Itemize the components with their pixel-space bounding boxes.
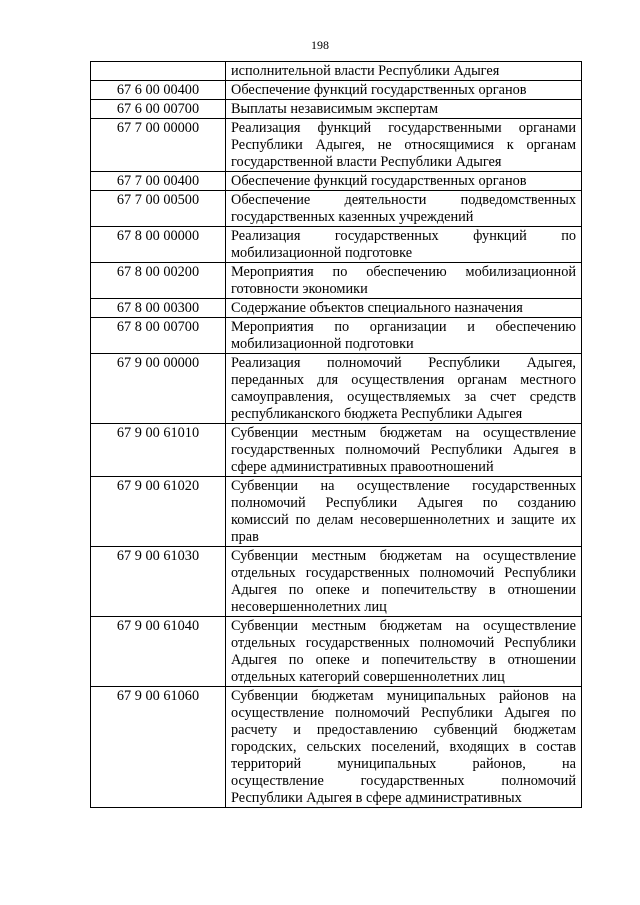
row-description-cell — [226, 119, 582, 172]
table-row — [91, 172, 582, 191]
description-line: республиканского бюджета Республики Адыгея — [231, 406, 523, 422]
row-code-cell: 67 8 00 00300 — [91, 299, 226, 318]
row-description-cell — [226, 172, 582, 191]
row-description-cell — [226, 227, 582, 263]
table-row — [91, 687, 582, 808]
description-line: исполнительной власти Республики Адыгея — [231, 63, 500, 79]
table-row — [91, 318, 582, 354]
row-code-cell: 67 9 00 61010 — [91, 424, 226, 477]
table-row — [91, 191, 582, 227]
description-line: прав — [231, 529, 259, 545]
row-code-cell: 67 9 00 61060 — [91, 687, 226, 808]
description-line: Реализация функций государственными органами — [231, 120, 576, 136]
row-code-cell: 67 8 00 00000 — [91, 227, 226, 263]
description-line: сфере административных правоотношений — [231, 459, 494, 475]
row-description-cell — [226, 263, 582, 299]
row-description-cell — [226, 687, 582, 808]
description-line: Республики Адыгея, не относящимися к органам — [231, 137, 576, 153]
row-code-cell: 67 9 00 61040 — [91, 617, 226, 687]
description-line: Адыгея по опеке и попечительству в отношении — [231, 582, 576, 598]
page-number: 198 — [311, 38, 329, 52]
description-line: расчету и предоставлению субвенций бюджетам — [231, 722, 576, 738]
description-line: мобилизационной подготовки — [231, 336, 414, 352]
description-line: Республики Адыгея в сфере административных — [231, 790, 522, 806]
description-line: Субвенции местным бюджетам на осуществление — [231, 425, 576, 441]
row-code-cell: 67 9 00 61020 — [91, 477, 226, 547]
table-row — [91, 119, 582, 172]
table-row — [91, 354, 582, 424]
description-line: Адыгея по опеке и попечительству в отношении — [231, 652, 576, 668]
description-line: Обеспечение деятельности подведомственных — [231, 192, 576, 208]
description-line: Мероприятия по обеспечению мобилизационной — [231, 264, 576, 280]
row-code-cell: 67 9 00 00000 — [91, 354, 226, 424]
description-line: несовершеннолетних лиц — [231, 599, 387, 615]
description-line: Мероприятия по организации и обеспечению — [231, 319, 576, 335]
row-description-cell — [226, 547, 582, 617]
description-line: готовности экономики — [231, 281, 368, 297]
description-line: переданных для осуществления органам местного — [231, 372, 576, 388]
table-body — [91, 62, 582, 808]
description-line: государственной власти Республики Адыгея — [231, 154, 502, 170]
table-row — [91, 227, 582, 263]
row-description-cell — [226, 318, 582, 354]
description-line: Содержание объектов специального назначения — [231, 300, 523, 316]
row-code-cell: 67 8 00 00700 — [91, 318, 226, 354]
row-description-cell — [226, 100, 582, 119]
description-line: полномочий Республики Адыгея по созданию — [231, 495, 576, 511]
row-code-cell: 67 9 00 61030 — [91, 547, 226, 617]
description-line: Субвенции бюджетам муниципальных районов на — [231, 688, 576, 704]
row-code-cell: 67 7 00 00400 — [91, 172, 226, 191]
description-line: мобилизационной подготовке — [231, 245, 413, 261]
row-code-cell: 67 7 00 00500 — [91, 191, 226, 227]
description-line: городских, сельских поселений, входящих в состав — [231, 739, 576, 755]
description-line: отдельных категорий совершеннолетних лиц — [231, 669, 505, 685]
description-line: Реализация государственных функций по — [231, 228, 576, 244]
budget-classification-table — [90, 61, 582, 808]
description-line: комиссий по делам несовершеннолетних и защите их — [231, 512, 576, 528]
row-code-cell: 67 6 00 00700 — [91, 100, 226, 119]
row-description-cell — [226, 424, 582, 477]
description-line: осуществление государственных полномочий — [231, 773, 576, 789]
table-row — [91, 263, 582, 299]
description-line: Субвенции на осуществление государственных — [231, 478, 576, 494]
table-row — [91, 62, 582, 81]
table-row — [91, 299, 582, 318]
description-line: самоуправления, осуществляемых за счет средств — [231, 389, 576, 405]
description-line: отдельных государственных полномочий Республики — [231, 635, 576, 651]
row-description-cell — [226, 62, 582, 81]
row-description-cell — [226, 81, 582, 100]
row-description-cell — [226, 617, 582, 687]
row-description-cell — [226, 477, 582, 547]
row-code-cell — [91, 62, 226, 81]
description-line: Субвенции местным бюджетам на осуществление — [231, 548, 576, 564]
description-line: Выплаты независимым экспертам — [231, 101, 439, 117]
table-row — [91, 100, 582, 119]
row-code-cell: 67 6 00 00400 — [91, 81, 226, 100]
description-line: отдельных государственных полномочий Республики — [231, 565, 576, 581]
description-line: Обеспечение функций государственных органов — [231, 82, 527, 98]
description-line: Субвенции местным бюджетам на осуществление — [231, 618, 576, 634]
table-row — [91, 81, 582, 100]
description-line: осуществление полномочий Республики Адыгея по — [231, 705, 576, 721]
description-line: Реализация полномочий Республики Адыгея, — [231, 355, 576, 371]
row-description-cell — [226, 354, 582, 424]
table-row — [91, 477, 582, 547]
description-line: государственных полномочий Республики Адыгея в — [231, 442, 576, 458]
description-line: Обеспечение функций государственных органов — [231, 173, 527, 189]
row-code-cell: 67 8 00 00200 — [91, 263, 226, 299]
row-description-cell — [226, 299, 582, 318]
table-row — [91, 424, 582, 477]
description-line: государственных казенных учреждений — [231, 209, 474, 225]
table-row — [91, 617, 582, 687]
table-row — [91, 547, 582, 617]
description-line: территорий муниципальных районов, на — [231, 756, 576, 772]
row-code-cell: 67 7 00 00000 — [91, 119, 226, 172]
row-description-cell — [226, 191, 582, 227]
